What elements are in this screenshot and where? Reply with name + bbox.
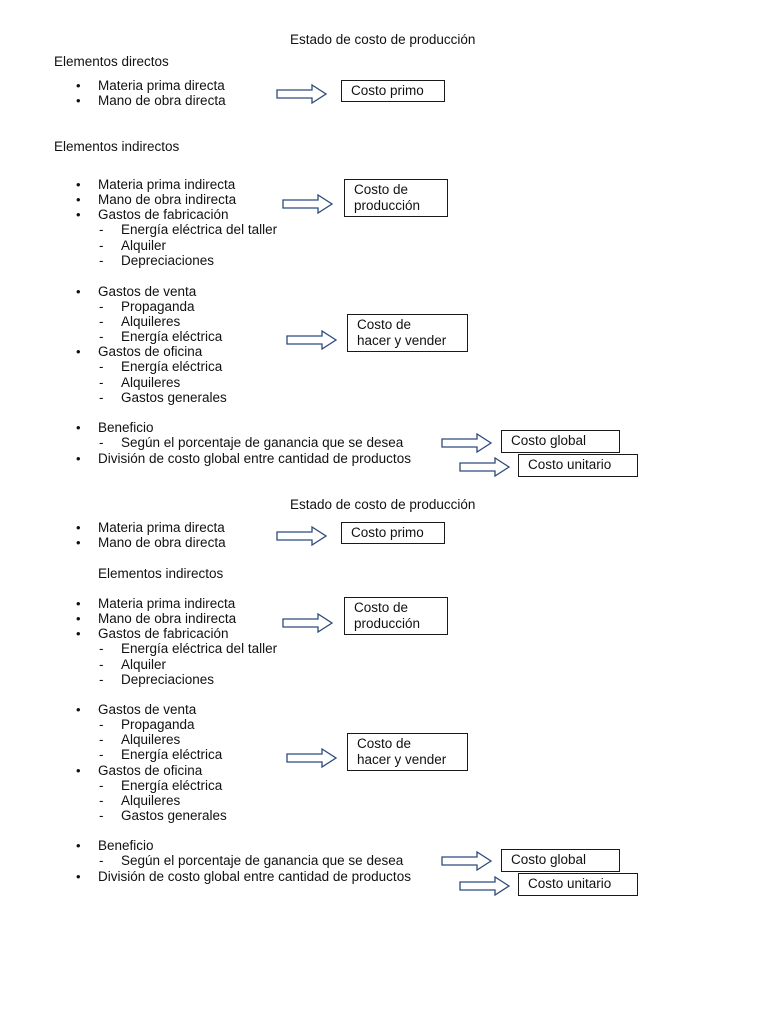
bullet-icon: • [76, 420, 81, 435]
sub-list-item: Alquileres [121, 314, 181, 329]
costo-global-box [501, 430, 620, 453]
bullet-icon: • [76, 702, 81, 717]
bullet-icon: • [76, 596, 81, 611]
box-label: Costo unitario [528, 876, 612, 891]
dash-icon: - [99, 359, 104, 374]
right-arrow-icon [441, 851, 493, 871]
dash-icon: - [99, 717, 104, 732]
costo-global-box [501, 849, 620, 872]
bullet-icon: • [76, 626, 81, 641]
box-label: Costo global [511, 852, 587, 867]
dash-icon: - [99, 641, 104, 656]
list-item: Gastos de venta [98, 284, 197, 299]
right-arrow-icon [276, 84, 328, 104]
costo-produccion-box [344, 597, 448, 635]
box-label-line2: hacer y vender [357, 333, 447, 348]
list-item: Mano de obra indirecta [98, 192, 237, 207]
list-item: División de costo global entre cantidad de productos [98, 869, 411, 884]
page-title: Estado de costo de producción [290, 32, 476, 47]
bullet-icon: • [76, 535, 81, 550]
dash-icon: - [99, 299, 104, 314]
list-item: Mano de obra directa [98, 535, 226, 550]
right-arrow-icon [459, 876, 511, 896]
list-item: Beneficio [98, 420, 154, 435]
dash-icon: - [99, 435, 104, 450]
sub-list-item: Gastos generales [121, 390, 227, 405]
right-arrow-icon [286, 748, 338, 768]
sub-list-item: Depreciaciones [121, 253, 215, 268]
box-label-line2: hacer y vender [357, 752, 447, 767]
dash-icon: - [99, 238, 104, 253]
sub-list-item: Propaganda [121, 299, 195, 314]
dash-icon: - [99, 853, 104, 868]
heading-elementos-directos: Elementos directos [54, 54, 169, 69]
sub-list-item: Alquiler [121, 238, 167, 253]
bullet-icon: • [76, 344, 81, 359]
right-arrow-icon [459, 457, 511, 477]
list-item: Materia prima directa [98, 78, 225, 93]
right-arrow-icon [282, 613, 334, 633]
heading-elementos-indirectos: Elementos indirectos [54, 139, 180, 154]
costo-produccion-box [344, 179, 448, 217]
bullet-icon: • [76, 192, 81, 207]
list-item: Materia prima indirecta [98, 596, 236, 611]
box-label: Costo global [511, 433, 587, 448]
sub-list-item: Energía eléctrica del taller [121, 641, 278, 656]
dash-icon: - [99, 390, 104, 405]
costo-hacer-vender-box [347, 733, 468, 771]
list-item: Gastos de oficina [98, 344, 203, 359]
sub-list-item: Propaganda [121, 717, 195, 732]
sub-list-item: Alquileres [121, 375, 181, 390]
bullet-icon: • [76, 611, 81, 626]
dash-icon: - [99, 808, 104, 823]
costo-hacer-vender-box [347, 314, 468, 352]
bullet-icon: • [76, 93, 81, 108]
bullet-icon: • [76, 284, 81, 299]
box-label-line1: Costo de [357, 736, 412, 751]
box-label-line2: producción [354, 616, 421, 631]
bullet-icon: • [76, 207, 81, 222]
bullet-icon: • [76, 838, 81, 853]
bullet-icon: • [76, 763, 81, 778]
sub-list-item: Según el porcentaje de ganancia que se desea [121, 435, 404, 450]
box-label: Costo primo [351, 525, 424, 540]
costo-unitario-box [518, 873, 638, 896]
bullet-icon: • [76, 177, 81, 192]
dash-icon: - [99, 329, 104, 344]
sub-list-item: Alquileres [121, 793, 181, 808]
list-item: Materia prima indirecta [98, 177, 236, 192]
bullet-icon: • [76, 78, 81, 93]
box-label-line2: producción [354, 198, 421, 213]
sub-list-item: Energía eléctrica [121, 329, 223, 344]
sub-list-item: Depreciaciones [121, 672, 215, 687]
sub-list-item: Alquiler [121, 657, 167, 672]
heading-elementos-indirectos: Elementos indirectos [98, 566, 224, 581]
section-title: Estado de costo de producción [290, 497, 476, 512]
sub-list-item: Energía eléctrica del taller [121, 222, 278, 237]
dash-icon: - [99, 253, 104, 268]
sub-list-item: Energía eléctrica [121, 778, 223, 793]
right-arrow-icon [286, 330, 338, 350]
list-item: Mano de obra directa [98, 93, 226, 108]
bullet-icon: • [76, 451, 81, 466]
list-item: Gastos de venta [98, 702, 197, 717]
list-item: Gastos de oficina [98, 763, 203, 778]
dash-icon: - [99, 657, 104, 672]
costo-primo-box [341, 80, 445, 102]
box-label-line1: Costo de [354, 600, 409, 615]
right-arrow-icon [441, 433, 493, 453]
sub-list-item: Según el porcentaje de ganancia que se desea [121, 853, 404, 868]
costo-primo-box [341, 522, 445, 544]
list-item: División de costo global entre cantidad de productos [98, 451, 411, 466]
list-item: Gastos de fabricación [98, 207, 229, 222]
right-arrow-icon [276, 526, 328, 546]
sub-list-item: Gastos generales [121, 808, 227, 823]
dash-icon: - [99, 672, 104, 687]
bullet-icon: • [76, 869, 81, 884]
list-item: Mano de obra indirecta [98, 611, 237, 626]
bullet-icon: • [76, 520, 81, 535]
sub-list-item: Energía eléctrica [121, 359, 223, 374]
right-arrow-icon [282, 194, 334, 214]
sub-list-item: Alquileres [121, 732, 181, 747]
dash-icon: - [99, 375, 104, 390]
dash-icon: - [99, 778, 104, 793]
box-label: Costo primo [351, 83, 424, 98]
box-label-line1: Costo de [357, 317, 412, 332]
list-item: Beneficio [98, 838, 154, 853]
list-item: Materia prima directa [98, 520, 225, 535]
dash-icon: - [99, 314, 104, 329]
box-label: Costo unitario [528, 457, 612, 472]
dash-icon: - [99, 747, 104, 762]
sub-list-item: Energía eléctrica [121, 747, 223, 762]
list-item: Gastos de fabricación [98, 626, 229, 641]
box-label-line1: Costo de [354, 182, 409, 197]
costo-unitario-box [518, 454, 638, 477]
dash-icon: - [99, 793, 104, 808]
dash-icon: - [99, 222, 104, 237]
dash-icon: - [99, 732, 104, 747]
